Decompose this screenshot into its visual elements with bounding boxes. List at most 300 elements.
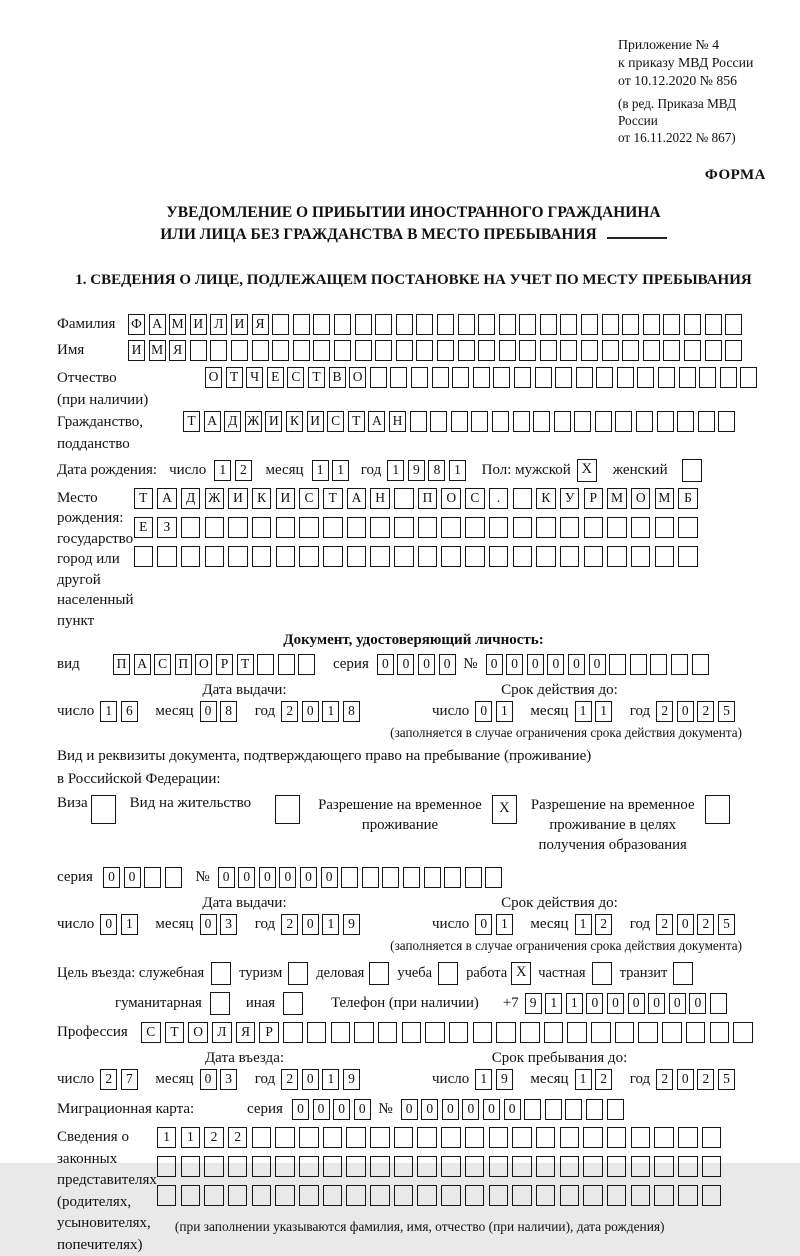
char-cell[interactable]: О	[205, 367, 222, 388]
char-cell[interactable]: 0	[421, 1099, 438, 1120]
char-cell[interactable]: 0	[321, 867, 338, 888]
char-cell[interactable]	[458, 314, 475, 335]
char-cell[interactable]	[473, 367, 490, 388]
char-cell[interactable]: 1	[322, 914, 339, 935]
char-cell[interactable]	[583, 1185, 603, 1206]
char-cell[interactable]: 0	[124, 867, 141, 888]
char-cell[interactable]	[323, 1185, 343, 1206]
char-cell[interactable]	[678, 517, 698, 538]
char-cell[interactable]	[615, 1022, 635, 1043]
char-cell[interactable]	[643, 314, 660, 335]
char-cell[interactable]: 0	[333, 1099, 350, 1120]
char-cell[interactable]: А	[134, 654, 151, 675]
char-cell[interactable]: 0	[483, 1099, 500, 1120]
char-cell[interactable]	[417, 1127, 437, 1148]
char-cell[interactable]	[370, 517, 390, 538]
char-cell[interactable]: Т	[308, 367, 325, 388]
char-cell[interactable]	[654, 1127, 674, 1148]
char-cell[interactable]	[252, 1156, 272, 1177]
doc-number-cells[interactable]	[486, 654, 713, 675]
char-cell[interactable]	[702, 1156, 722, 1177]
char-cell[interactable]	[418, 546, 438, 567]
char-cell[interactable]	[458, 340, 475, 361]
char-cell[interactable]	[622, 314, 639, 335]
char-cell[interactable]: С	[141, 1022, 161, 1043]
char-cell[interactable]	[204, 1156, 224, 1177]
char-cell[interactable]: 0	[486, 654, 503, 675]
char-cell[interactable]: Т	[134, 488, 154, 509]
char-cell[interactable]	[346, 1185, 366, 1206]
char-cell[interactable]: 0	[302, 701, 319, 722]
citizenship-cells[interactable]	[183, 411, 739, 432]
char-cell[interactable]	[390, 367, 407, 388]
char-cell[interactable]	[678, 546, 698, 567]
char-cell[interactable]: 0	[628, 993, 645, 1014]
char-cell[interactable]: С	[327, 411, 344, 432]
char-cell[interactable]: Ч	[246, 367, 263, 388]
char-cell[interactable]	[485, 867, 502, 888]
char-cell[interactable]	[555, 367, 572, 388]
char-cell[interactable]	[545, 1099, 562, 1120]
char-cell[interactable]	[493, 367, 510, 388]
char-cell[interactable]: С	[154, 654, 171, 675]
char-cell[interactable]	[535, 367, 552, 388]
char-cell[interactable]	[489, 1127, 509, 1148]
char-cell[interactable]	[394, 488, 414, 509]
char-cell[interactable]: А	[347, 488, 367, 509]
char-cell[interactable]	[617, 367, 634, 388]
char-cell[interactable]	[157, 1156, 177, 1177]
char-cell[interactable]	[205, 546, 225, 567]
char-cell[interactable]	[181, 1156, 201, 1177]
char-cell[interactable]: 0	[218, 867, 235, 888]
char-cell[interactable]	[210, 340, 227, 361]
char-cell[interactable]: 1	[475, 1069, 492, 1090]
char-cell[interactable]	[299, 1127, 319, 1148]
char-cell[interactable]	[382, 867, 399, 888]
char-cell[interactable]	[441, 517, 461, 538]
char-cell[interactable]	[252, 517, 272, 538]
char-cell[interactable]	[362, 867, 379, 888]
char-cell[interactable]	[375, 340, 392, 361]
char-cell[interactable]	[323, 517, 343, 538]
char-cell[interactable]	[677, 411, 694, 432]
char-cell[interactable]: К	[536, 488, 556, 509]
char-cell[interactable]	[465, 867, 482, 888]
char-cell[interactable]	[574, 411, 591, 432]
char-cell[interactable]	[424, 867, 441, 888]
char-cell[interactable]: Д	[224, 411, 241, 432]
char-cell[interactable]	[607, 1156, 627, 1177]
char-cell[interactable]	[346, 1156, 366, 1177]
resdoc-number-cells[interactable]	[218, 867, 506, 888]
char-cell[interactable]	[663, 314, 680, 335]
char-cell[interactable]	[144, 867, 161, 888]
char-cell[interactable]	[378, 1022, 398, 1043]
char-cell[interactable]: П	[175, 654, 192, 675]
char-cell[interactable]: С	[287, 367, 304, 388]
char-cell[interactable]	[718, 411, 735, 432]
char-cell[interactable]: Ф	[128, 314, 145, 335]
char-cell[interactable]	[465, 1156, 485, 1177]
char-cell[interactable]	[679, 367, 696, 388]
char-cell[interactable]: 5	[718, 701, 735, 722]
purpose-business-checkbox[interactable]	[369, 962, 389, 985]
visa-checkbox[interactable]	[91, 795, 116, 824]
char-cell[interactable]	[536, 1156, 556, 1177]
char-cell[interactable]	[622, 340, 639, 361]
char-cell[interactable]	[657, 411, 674, 432]
char-cell[interactable]: А	[149, 314, 166, 335]
char-cell[interactable]: О	[441, 488, 461, 509]
char-cell[interactable]: А	[204, 411, 221, 432]
char-cell[interactable]	[323, 1127, 343, 1148]
char-cell[interactable]: Р	[259, 1022, 279, 1043]
char-cell[interactable]: 2	[100, 1069, 117, 1090]
char-cell[interactable]: 1	[121, 914, 138, 935]
char-cell[interactable]	[586, 1099, 603, 1120]
char-cell[interactable]: Я	[236, 1022, 256, 1043]
char-cell[interactable]	[678, 1185, 698, 1206]
char-cell[interactable]	[190, 340, 207, 361]
iddoc-issue-day-cells[interactable]	[100, 701, 141, 722]
char-cell[interactable]: Е	[267, 367, 284, 388]
char-cell[interactable]: 0	[279, 867, 296, 888]
char-cell[interactable]	[228, 1185, 248, 1206]
char-cell[interactable]: 0	[300, 867, 317, 888]
char-cell[interactable]	[430, 411, 447, 432]
char-cell[interactable]: 0	[401, 1099, 418, 1120]
char-cell[interactable]	[519, 314, 536, 335]
char-cell[interactable]	[402, 1022, 422, 1043]
char-cell[interactable]	[394, 1156, 414, 1177]
char-cell[interactable]: 1	[496, 914, 513, 935]
char-cell[interactable]: 9	[525, 993, 542, 1014]
char-cell[interactable]	[313, 340, 330, 361]
purpose-private-checkbox[interactable]	[592, 962, 612, 985]
char-cell[interactable]	[275, 1156, 295, 1177]
char-cell[interactable]	[370, 367, 387, 388]
char-cell[interactable]: 5	[718, 914, 735, 935]
char-cell[interactable]	[565, 1099, 582, 1120]
char-cell[interactable]: 0	[259, 867, 276, 888]
char-cell[interactable]	[299, 546, 319, 567]
char-cell[interactable]: 0	[302, 1069, 319, 1090]
char-cell[interactable]	[513, 546, 533, 567]
char-cell[interactable]: Т	[183, 411, 200, 432]
char-cell[interactable]	[478, 340, 495, 361]
char-cell[interactable]: Я	[252, 314, 269, 335]
entry-month-cells[interactable]	[200, 1069, 241, 1090]
char-cell[interactable]	[686, 1022, 706, 1043]
char-cell[interactable]: Н	[389, 411, 406, 432]
char-cell[interactable]: Р	[584, 488, 604, 509]
char-cell[interactable]	[710, 993, 727, 1014]
char-cell[interactable]	[307, 1022, 327, 1043]
sex-male-checkbox[interactable]: X	[577, 459, 597, 482]
char-cell[interactable]	[692, 654, 709, 675]
char-cell[interactable]: 1	[575, 701, 592, 722]
char-cell[interactable]: У	[560, 488, 580, 509]
char-cell[interactable]: Ж	[205, 488, 225, 509]
char-cell[interactable]: 2	[235, 460, 252, 481]
char-cell[interactable]	[354, 1022, 374, 1043]
char-cell[interactable]	[276, 517, 296, 538]
char-cell[interactable]	[157, 546, 177, 567]
char-cell[interactable]	[370, 1185, 390, 1206]
char-cell[interactable]: 8	[343, 701, 360, 722]
char-cell[interactable]	[607, 546, 627, 567]
char-cell[interactable]	[276, 546, 296, 567]
char-cell[interactable]	[370, 546, 390, 567]
char-cell[interactable]	[650, 654, 667, 675]
char-cell[interactable]: 1	[566, 993, 583, 1014]
char-cell[interactable]	[489, 517, 509, 538]
char-cell[interactable]	[489, 1156, 509, 1177]
char-cell[interactable]: 2	[656, 701, 673, 722]
char-cell[interactable]	[165, 867, 182, 888]
char-cell[interactable]	[411, 367, 428, 388]
char-cell[interactable]: И	[276, 488, 296, 509]
char-cell[interactable]: А	[157, 488, 177, 509]
char-cell[interactable]: А	[368, 411, 385, 432]
char-cell[interactable]	[602, 314, 619, 335]
char-cell[interactable]	[441, 1156, 461, 1177]
char-cell[interactable]	[499, 340, 516, 361]
char-cell[interactable]	[536, 1127, 556, 1148]
char-cell[interactable]	[496, 1022, 516, 1043]
char-cell[interactable]	[540, 340, 557, 361]
char-cell[interactable]	[658, 367, 675, 388]
char-cell[interactable]: 1	[449, 460, 466, 481]
char-cell[interactable]: 0	[677, 1069, 694, 1090]
char-cell[interactable]: 0	[586, 993, 603, 1014]
profession-cells[interactable]	[141, 1022, 757, 1043]
char-cell[interactable]	[560, 546, 580, 567]
char-cell[interactable]: 1	[157, 1127, 177, 1148]
char-cell[interactable]	[560, 340, 577, 361]
char-cell[interactable]: 0	[568, 654, 585, 675]
char-cell[interactable]: 2	[281, 1069, 298, 1090]
char-cell[interactable]: Д	[181, 488, 201, 509]
char-cell[interactable]	[725, 314, 742, 335]
char-cell[interactable]	[584, 546, 604, 567]
char-cell[interactable]	[519, 340, 536, 361]
char-cell[interactable]: 0	[689, 993, 706, 1014]
iddoc-expiry-year-cells[interactable]	[656, 701, 738, 722]
char-cell[interactable]	[638, 1022, 658, 1043]
char-cell[interactable]: П	[113, 654, 130, 675]
char-cell[interactable]: 2	[595, 1069, 612, 1090]
char-cell[interactable]	[607, 517, 627, 538]
char-cell[interactable]: 0	[200, 701, 217, 722]
char-cell[interactable]	[560, 1185, 580, 1206]
char-cell[interactable]: О	[188, 1022, 208, 1043]
patronymic-cells[interactable]	[205, 367, 761, 388]
birthplace-cells-row2[interactable]	[134, 517, 703, 538]
char-cell[interactable]: Т	[323, 488, 343, 509]
char-cell[interactable]	[512, 1127, 532, 1148]
char-cell[interactable]	[331, 1022, 351, 1043]
char-cell[interactable]	[181, 517, 201, 538]
char-cell[interactable]	[272, 340, 289, 361]
char-cell[interactable]	[630, 654, 647, 675]
char-cell[interactable]: И	[231, 314, 248, 335]
sex-female-checkbox[interactable]	[682, 459, 702, 482]
char-cell[interactable]	[492, 411, 509, 432]
iddoc-expiry-day-cells[interactable]	[475, 701, 516, 722]
char-cell[interactable]: 0	[418, 654, 435, 675]
char-cell[interactable]	[417, 1185, 437, 1206]
char-cell[interactable]: 0	[200, 1069, 217, 1090]
char-cell[interactable]	[437, 340, 454, 361]
char-cell[interactable]: К	[252, 488, 272, 509]
char-cell[interactable]: 8	[220, 701, 237, 722]
char-cell[interactable]	[513, 411, 530, 432]
char-cell[interactable]	[684, 314, 701, 335]
char-cell[interactable]	[489, 546, 509, 567]
char-cell[interactable]: 0	[302, 914, 319, 935]
char-cell[interactable]	[560, 314, 577, 335]
char-cell[interactable]	[540, 314, 557, 335]
stay-month-cells[interactable]	[575, 1069, 616, 1090]
char-cell[interactable]	[334, 340, 351, 361]
char-cell[interactable]	[231, 340, 248, 361]
char-cell[interactable]: 1	[575, 914, 592, 935]
char-cell[interactable]: 9	[496, 1069, 513, 1090]
char-cell[interactable]	[355, 314, 372, 335]
char-cell[interactable]: 0	[677, 701, 694, 722]
entry-day-cells[interactable]	[100, 1069, 141, 1090]
birth-month-cells[interactable]	[312, 460, 353, 481]
char-cell[interactable]	[705, 314, 722, 335]
char-cell[interactable]: М	[149, 340, 166, 361]
char-cell[interactable]	[607, 1099, 624, 1120]
char-cell[interactable]: 1	[545, 993, 562, 1014]
char-cell[interactable]	[560, 1156, 580, 1177]
char-cell[interactable]: 0	[475, 701, 492, 722]
char-cell[interactable]: Т	[226, 367, 243, 388]
char-cell[interactable]	[334, 314, 351, 335]
char-cell[interactable]	[524, 1099, 541, 1120]
char-cell[interactable]: 0	[200, 914, 217, 935]
migcard-series-cells[interactable]	[292, 1099, 374, 1120]
char-cell[interactable]: 2	[697, 914, 714, 935]
char-cell[interactable]	[441, 1127, 461, 1148]
char-cell[interactable]	[252, 546, 272, 567]
char-cell[interactable]	[678, 1156, 698, 1177]
char-cell[interactable]	[313, 314, 330, 335]
birth-day-cells[interactable]	[214, 460, 255, 481]
temp-permit-checkbox[interactable]: X	[492, 795, 517, 824]
char-cell[interactable]	[410, 411, 427, 432]
char-cell[interactable]	[733, 1022, 753, 1043]
char-cell[interactable]: 0	[669, 993, 686, 1014]
char-cell[interactable]	[394, 517, 414, 538]
char-cell[interactable]	[615, 411, 632, 432]
char-cell[interactable]	[663, 340, 680, 361]
char-cell[interactable]: 0	[677, 914, 694, 935]
char-cell[interactable]: 2	[204, 1127, 224, 1148]
char-cell[interactable]: 0	[354, 1099, 371, 1120]
resdoc-issue-year-cells[interactable]	[281, 914, 363, 935]
representatives-cells-row1[interactable]	[157, 1127, 726, 1148]
char-cell[interactable]	[489, 1185, 509, 1206]
char-cell[interactable]: 1	[595, 701, 612, 722]
char-cell[interactable]: 1	[575, 1069, 592, 1090]
char-cell[interactable]: И	[307, 411, 324, 432]
resdoc-issue-day-cells[interactable]	[100, 914, 141, 935]
char-cell[interactable]	[655, 517, 675, 538]
char-cell[interactable]	[514, 367, 531, 388]
char-cell[interactable]	[396, 340, 413, 361]
char-cell[interactable]	[705, 340, 722, 361]
char-cell[interactable]	[299, 517, 319, 538]
purpose-transit-checkbox[interactable]	[673, 962, 693, 985]
char-cell[interactable]: 0	[397, 654, 414, 675]
residence-permit-checkbox[interactable]	[275, 795, 300, 824]
char-cell[interactable]: 2	[228, 1127, 248, 1148]
char-cell[interactable]	[671, 654, 688, 675]
char-cell[interactable]	[370, 1127, 390, 1148]
char-cell[interactable]: 1	[214, 460, 231, 481]
char-cell[interactable]	[536, 546, 556, 567]
char-cell[interactable]	[252, 1127, 272, 1148]
char-cell[interactable]: 0	[100, 914, 117, 935]
char-cell[interactable]	[631, 1156, 651, 1177]
stay-day-cells[interactable]	[475, 1069, 516, 1090]
char-cell[interactable]: 0	[504, 1099, 521, 1120]
char-cell[interactable]	[444, 867, 461, 888]
char-cell[interactable]	[581, 340, 598, 361]
char-cell[interactable]: И	[190, 314, 207, 335]
resdoc-issue-month-cells[interactable]	[200, 914, 241, 935]
migcard-number-cells[interactable]	[401, 1099, 628, 1120]
char-cell[interactable]	[576, 367, 593, 388]
char-cell[interactable]	[513, 517, 533, 538]
char-cell[interactable]: Б	[678, 488, 698, 509]
char-cell[interactable]	[725, 340, 742, 361]
char-cell[interactable]	[554, 411, 571, 432]
char-cell[interactable]	[465, 1185, 485, 1206]
char-cell[interactable]	[684, 340, 701, 361]
char-cell[interactable]	[609, 654, 626, 675]
char-cell[interactable]: Н	[370, 488, 390, 509]
char-cell[interactable]: И	[128, 340, 145, 361]
char-cell[interactable]	[181, 546, 201, 567]
char-cell[interactable]: З	[157, 517, 177, 538]
char-cell[interactable]	[465, 517, 485, 538]
char-cell[interactable]: О	[349, 367, 366, 388]
char-cell[interactable]	[418, 517, 438, 538]
title-blank-underline[interactable]	[607, 223, 667, 239]
char-cell[interactable]	[560, 517, 580, 538]
char-cell[interactable]: 0	[238, 867, 255, 888]
char-cell[interactable]: Т	[165, 1022, 185, 1043]
char-cell[interactable]	[740, 367, 757, 388]
iddoc-issue-year-cells[interactable]	[281, 701, 363, 722]
char-cell[interactable]: Л	[212, 1022, 232, 1043]
resdoc-series-cells[interactable]	[103, 867, 185, 888]
char-cell[interactable]	[181, 1185, 201, 1206]
char-cell[interactable]	[478, 314, 495, 335]
resdoc-expiry-month-cells[interactable]	[575, 914, 616, 935]
resdoc-expiry-day-cells[interactable]	[475, 914, 516, 935]
char-cell[interactable]	[257, 654, 274, 675]
char-cell[interactable]: .	[489, 488, 509, 509]
char-cell[interactable]	[347, 546, 367, 567]
char-cell[interactable]: 0	[506, 654, 523, 675]
